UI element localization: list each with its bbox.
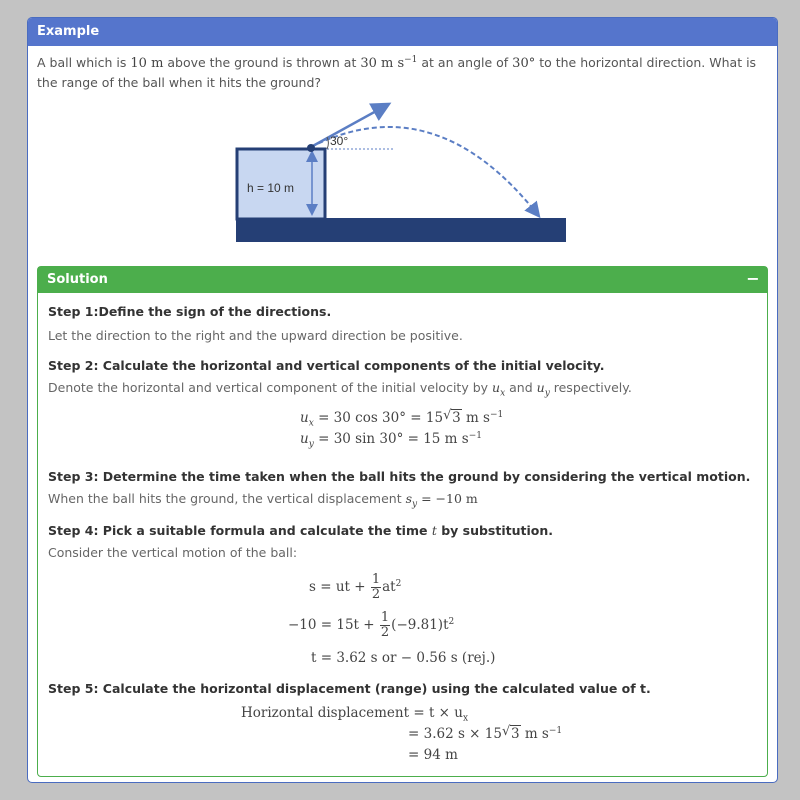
angle-label: 30° — [330, 134, 349, 148]
example-title: Example — [28, 18, 777, 46]
example-card — [27, 17, 778, 783]
substitution-equation: −10 = 15t + $\frac{1}{2}$ $(-9.81)t^2$ — [288, 610, 455, 640]
step4-title: Step 4: Pick a suitable formula and calculate the time t by substitution. — [48, 523, 553, 538]
ball — [307, 144, 315, 152]
range-equation-line2: = 3.62 s × 15 √ 3 m $s^{-1}$ — [408, 724, 563, 742]
kinematics-equation: s = ut + $\frac{1}{2}$ $at^2$ — [309, 572, 402, 602]
range-equation-line1: Horizontal displacement = $t \times u_x$ — [241, 705, 469, 724]
ux-equation: $u_x = 30$ cos 30° = 15 √ 3 m $s^{-1}$ — [300, 408, 504, 429]
problem-statement: A ball which is 10 m above the ground is thrown at 30 m $s^{-1}$ at an angle of 30° to the horizontal direction. What is the range of the ball when it hits the ground? — [37, 55, 757, 90]
solution-panel — [37, 266, 768, 777]
step1-text: Let the direction to the right and the upward direction be positive. — [48, 328, 463, 343]
range-result: = 94 m — [408, 747, 458, 763]
step4-text: Consider the vertical motion of the ball: — [48, 545, 298, 560]
step2-title: Step 2: Calculate the horizontal and vertical components of the initial velocity. — [48, 358, 605, 373]
uy-equation: $u_y = 30$ sin 30° = 15 m $s^{-1}$ — [300, 431, 482, 450]
step5-title: Step 5: Calculate the horizontal displacement (range) using the calculated value of t. — [48, 681, 651, 696]
collapse-icon[interactable]: − — [746, 269, 760, 288]
time-result: t = 3.62 s or − 0.56 s (rej.) — [311, 650, 496, 666]
step1-title: Step 1:Define the sign of the directions. — [48, 304, 332, 319]
ground — [236, 218, 566, 242]
velocity-arrow — [311, 105, 387, 147]
step3-text: When the ball hits the ground, the vertical displacement $s_y = -10$ m — [48, 491, 478, 510]
solution-title: Solution — [47, 272, 108, 287]
step2-text: Denote the horizontal and vertical component of the initial velocity by $u_x$ and $u_y$ respectively. — [48, 380, 632, 399]
solution-header[interactable] — [38, 267, 767, 293]
projectile-diagram — [235, 95, 567, 243]
step3-title: Step 3: Determine the time taken when the ball hits the ground by considering the vertical motion. — [48, 469, 751, 484]
height-label: h = 10 m — [247, 181, 295, 195]
